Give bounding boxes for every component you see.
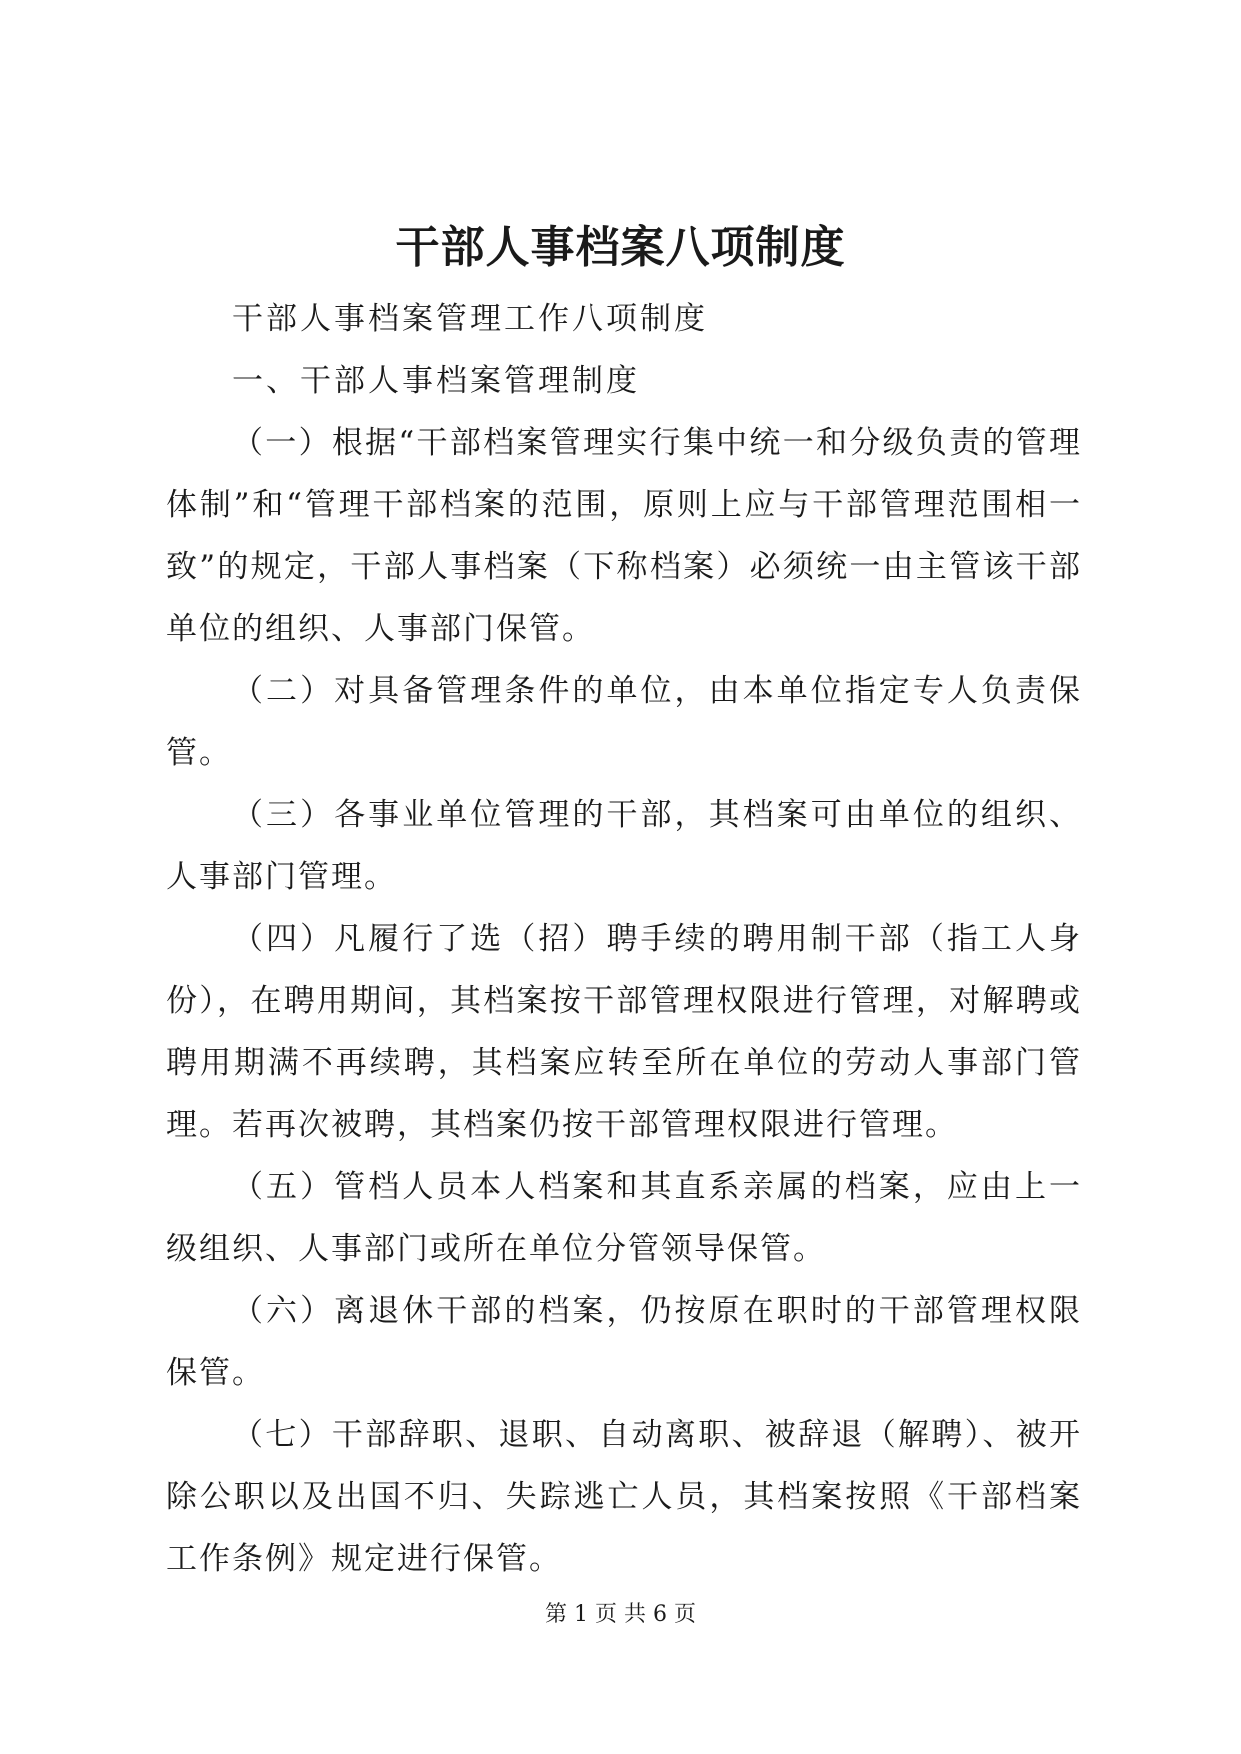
paragraph-6: （六）离退休干部的档案，仍按原在职时的干部管理权限保管。 <box>166 1293 1082 1391</box>
paragraph-4: （四）凡履行了选（招）聘手续的聘用制干部（指工人身份），在聘用期间，其档案按干部管理权限进行管理，对解聘或聘用期满不再续聘，其档案应转至所在单位的劳动人事部门管理。若再次被聘，其档案仍按干部管理权限进行管理。 <box>166 921 1082 1143</box>
document-body <box>166 288 1082 1590</box>
section-heading: 一、干部人事档案管理制度 <box>232 363 640 399</box>
page-number-footer: 第 1 页 共 6 页 <box>545 1602 696 1627</box>
document-subtitle: 干部人事档案管理工作八项制度 <box>232 301 708 337</box>
paragraph-2: （二）对具备管理条件的单位，由本单位指定专人负责保管。 <box>166 673 1082 771</box>
paragraph-5: （五）管档人员本人档案和其直系亲属的档案，应由上一级组织、人事部门或所在单位分管领导保管。 <box>166 1169 1082 1267</box>
document-title: 干部人事档案八项制度 <box>395 222 846 273</box>
paragraph-1: （一）根据“干部档案管理实行集中统一和分级负责的管理体制”和“管理干部档案的范围，原则上应与干部管理范围相一致”的规定，干部人事档案（下称档案）必须统一由主管该干部单位的组织、人事部门保管。 <box>166 425 1082 647</box>
paragraph-3: （三）各事业单位管理的干部，其档案可由单位的组织、人事部门管理。 <box>166 797 1082 895</box>
paragraph-7: （七）干部辞职、退职、自动离职、被辞退（解聘）、被开除公职以及出国不归、失踪逃亡人员，其档案按照《干部档案工作条例》规定进行保管。 <box>166 1417 1082 1577</box>
